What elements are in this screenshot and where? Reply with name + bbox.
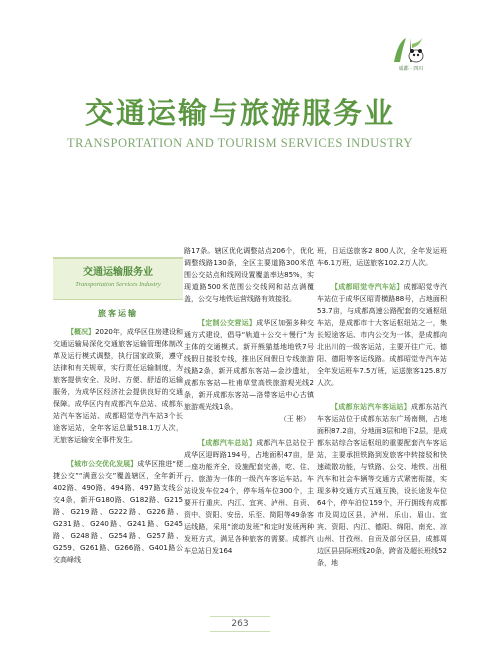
paragraph-continued: 班，日运送旅客2 800人次，全年发运班车6.1万班，运送旅客102.2万人次。 <box>317 247 447 267</box>
banner-subtitle: Transportation Services Industry <box>75 281 161 288</box>
paragraph-custom-bus <box>184 317 314 413</box>
paragraph-tag: 【概况】 <box>67 328 96 336</box>
paragraph-chengdu-bus-terminal <box>184 437 314 557</box>
page-subtitle: TRANSPORTATION AND TOURISM SERVICES INDUSTRY <box>67 136 413 150</box>
paragraph-text: 成都汽车总站位于成华区迎晖路194号，占地面积47亩，是一座功能齐全，设施配套完善，吃、住、行、旅游为一体的一级汽车客运车站。车站设发车位24个，停车场车位300个，主要开行重庆、内江、宜宾、泸州、自贡、资中、资阳、安岳、乐至、简阳等49条客运线路，采用“滚动发班”和定时发班两种发班方式，满足各种旅客的需要。成都汽车总站日发164 <box>184 439 314 555</box>
paragraph-tag: 【成都汽车总站】 <box>198 439 257 447</box>
page-number: 263 <box>231 619 249 629</box>
logo-caption: 成都 · 四川 <box>398 66 424 72</box>
column-1 <box>53 257 183 617</box>
section-heading: 旅客运输 <box>98 309 138 318</box>
paragraph-text: 2020年，成华区住房建设和交通运输局深化交通旅客运输管理体制改革及运行模式调整，执行国家政策，遵守法律和有关规章，实行责任运输制度，为旅客提供安全、及时、方便、舒适的运输服务，为成华区经济社会提供良好的交通保障。成华区内有成都汽车总站、成都东站汽车客运站、成都昭觉寺汽车站3个长途客运站，全年客运总量518.1万人次，无旅客运输安全事件发生。 <box>53 328 183 444</box>
paragraph-tag: 【成都东站汽车客运站】 <box>331 403 411 411</box>
paragraph-text: 成华区推进“便捷公交”“满意公交”覆盖辖区，全年新开402路、490路、494路、497路支线公交4条，新开G180路、G182路、G215路、G219路、G222路、G226路、G231路、G240路、G241路、G245路、G248路、G254路、G257路、G259、G261路、G266路、G401路公交高峰线 <box>53 460 183 564</box>
section-banner <box>53 257 183 300</box>
paragraph-text: 成都东站汽车客运站位于成都东站东广场南侧，占地面积87.2亩，分地面3层和地下2层，是成都东站综合客运枢纽的重要配套汽车客运站，主要承担铁路到发旅客中转接驳和快速疏散功能，与铁路、公交、地铁、出租汽车和社会车辆等交通方式紧密衔接，实现多种交通方式互通互换，设长途发车位64个，停车泊位159个，开行拥线有成都市及周边区县，泸州、乐山、眉山、宜宾、资阳、内江、德阳、绵阳、南充、凉山州、甘孜州、自贡及部分区县，成都周边区县县际班线20条，跨省及超长班线52条，地 <box>317 403 447 567</box>
author-sign: （王 彬） <box>279 415 310 423</box>
paragraph-text: 成都昭觉寺汽车站位于成华区昭青横路88号，占地面积53.7亩，与成都高速公路配套的交通枢纽车站，是成都市十大客运枢纽站之一，集长短途客运、市内公交为一体，是成都向北出川的一级客运站，主要开往广元、德阳、德阳等客运线路。成都昭觉寺汽车站全年发运班车7.5万班，运送旅客125.8万人次。 <box>317 283 447 387</box>
column-3 <box>317 245 447 605</box>
paragraph-overview <box>53 326 183 446</box>
page-title: 交通运输与旅游服务业 <box>84 96 395 130</box>
paragraph-zhaojuesi-station <box>317 281 447 389</box>
banner-title: 交通运输服务业 <box>83 267 153 278</box>
paragraph-tag: 【成都昭觉寺汽车站】 <box>331 283 404 291</box>
paragraph-text: 成华区加强多种交通方式建设，倡导“轨道＋公交＋慢行”为主体的交通模式。新开熊猫基地地铁7号线假日接驳专线，推出区间假日专线旅游线路2条，新开成都东客站—金沙遗址，成都东客站—杜甫草堂高铁旅游观光线2条，新开成都东客站—洛带客运中心古镇旅游观光线1条。 <box>184 319 314 411</box>
yearbook-logo <box>386 36 430 72</box>
paragraph-tag: 【定制公交营运】 <box>198 319 257 327</box>
paragraph-east-station <box>317 401 447 569</box>
panda-bamboo-icon <box>388 36 428 66</box>
paragraph-tag: 【城市公交优化发展】 <box>67 460 138 468</box>
paragraph-bus-optimization <box>53 458 183 566</box>
paragraph-continued: 路17条。辖区优化调整站点206个，优化调整线路130条，全区主要道路300米范围公交站点和线网设置覆盖率达85%，实现道路500米范围公交线网和站点满覆盖，公交与地铁运营线路有效接驳。 <box>184 247 314 303</box>
column-2 <box>184 245 314 605</box>
